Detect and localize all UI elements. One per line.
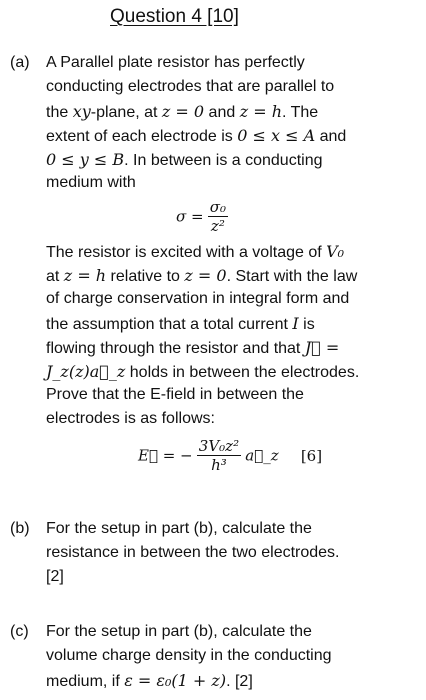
- question-title: Question 4 [10]: [110, 6, 239, 27]
- efield-fraction: $\frac{\text{3V₀z²}}{\text{h³}}$: [198, 437, 240, 474]
- part-c-line-3: medium, if ε = ε₀(1 + z). [2]: [46, 671, 253, 690]
- part-a-line-4: extent of each electrode is 0 ≤ x ≤ A and: [46, 126, 347, 145]
- part-a-line-3: the xy-plane, at z = 0 and z = h. The: [46, 102, 319, 121]
- part-a-line-8: at z = h relative to z = 0. Start with the law: [46, 266, 358, 285]
- part-a-line-2: conducting electrodes that are parallel to: [46, 78, 335, 95]
- efield-equation: E⃗ = − $\frac{\text{3V₀z²}}{\text{h³}}$ a⃗_z [6]: [138, 437, 323, 474]
- part-a-label: (a): [10, 54, 30, 71]
- sigma-fraction: $\frac{\text{σ₀}}{\text{z²}}$: [209, 198, 227, 235]
- part-a-line-6: medium with: [46, 174, 136, 191]
- part-c-line-2: volume charge density in the conducting: [46, 647, 332, 664]
- part-a-line-13: Prove that the E-field in between the: [46, 386, 304, 403]
- part-a-line-1: A Parallel plate resistor has perfectly: [46, 54, 305, 71]
- part-a-line-10: the assumption that a total current I is: [46, 314, 315, 333]
- part-b-marks: [2]: [46, 568, 64, 585]
- part-a-line-7: The resistor is excited with a voltage of V₀: [46, 242, 345, 261]
- part-c-label: (c): [10, 623, 29, 640]
- part-b-line-1: For the setup in part (b), calculate the: [46, 520, 312, 537]
- sigma-equation: σ = $\frac{\text{σ₀}}{\text{z²}}$: [176, 198, 227, 235]
- part-a-line-11: flowing through the resistor and that J⃗ =: [46, 338, 340, 357]
- part-a-line-9: of charge conservation in integral form and: [46, 290, 350, 307]
- part-c-line-1: For the setup in part (b), calculate the: [46, 623, 312, 640]
- part-a-line-5: 0 ≤ y ≤ B. In between is a conducting: [46, 150, 323, 169]
- part-a-line-14: electrodes is as follows:: [46, 410, 215, 427]
- part-b-label: (b): [10, 520, 30, 537]
- part-a-line-12: J_z(z)a⃗_z holds in between the electrodes.: [46, 362, 360, 381]
- part-a-marks: [6]: [300, 446, 323, 465]
- part-b-line-2: resistance in between the two electrodes.: [46, 544, 340, 561]
